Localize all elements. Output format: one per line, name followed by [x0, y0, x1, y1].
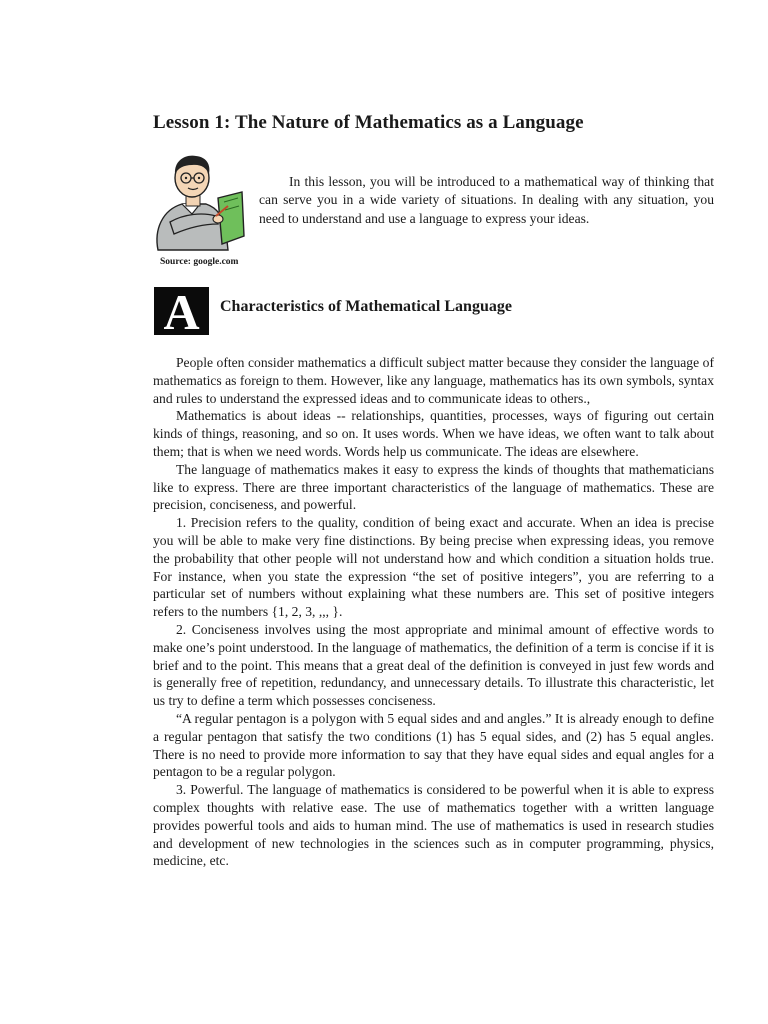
- lesson-title: Lesson 1: The Nature of Mathematics as a Language: [153, 112, 584, 133]
- paragraph: Mathematics is about ideas -- relationships, quantities, processes, ways of figuring out certain kinds of things, reasoning, and so on. It uses words. When we have ideas, we often want to talk about them; that is when we need words. Words help us communicate. The ideas are elsewhere.: [153, 408, 714, 459]
- paragraph-precision: 1. Precision refers to the quality, condition of being exact and accurate. When an idea is precise you will be able to make very fine distinctions. By being precise when expressing ideas, you remove the probability that other people will not understand how and which condition a situation holds true. For instance, when you state the expression “the set of positive integers”, you are referring to a particular set of numbers without explaining what these numbers are. This set of positive integers refers to the numbers {1, 2, 3, ,,, }.: [153, 515, 714, 620]
- image-caption: Source: google.com: [160, 257, 239, 267]
- body-text: [153, 354, 714, 870]
- paragraph: People often consider mathematics a difficult subject matter because they consider the language of mathematics as foreign to them. However, like any language, mathematics has its own symbols, syntax and rules to understand the expressed ideas and to communicate ideas to others.,: [153, 355, 714, 406]
- dropcap-letter: A: [163, 287, 200, 335]
- paragraph-powerful: 3. Powerful. The language of mathematics is considered to be powerful when it is able to express complex thoughts with relative ease. The use of mathematics together with a written language provides powerful tools and aids to human mind. The use of mathematics is used in research studies and development of new technologies in the sciences such as in computer programming, physics, medicine, etc.: [153, 782, 714, 869]
- teacher-illustration-icon: [148, 152, 252, 256]
- paragraph: The language of mathematics makes it easy to express the kinds of thoughts that mathematicians like to express. There are three important characteristics of the language of mathematics. These are precision, conciseness, and powerful.: [153, 461, 714, 513]
- intro-text: In this lesson, you will be introduced to a mathematical way of thinking that can serve you in a wide variety of situations. In dealing with any situation, you need to understand and use a language to express your ideas.: [259, 174, 714, 226]
- paragraph-conciseness: 2. Conciseness involves using the most appropriate and minimal amount of effective words to make one’s point understood. In the language of mathematics, the definition of a term is concise if it is brief and to the point. This means that a great deal of the definition is conveyed in just few words and is generally free of repetition, redundancy, and unnecessary details. To illustrate this characteristic, let us try to define a term which possesses conciseness.: [153, 621, 714, 709]
- dropcap-letter-a-icon: [154, 287, 209, 335]
- intro-paragraph: [259, 173, 714, 228]
- section-heading: Characteristics of Mathematical Language: [220, 298, 512, 315]
- paragraph-pentagon-example: “A regular pentagon is a polygon with 5 equal sides and and angles.” It is already enough to define a regular pentagon that satisfy the two conditions (1) has 5 equal sides, and (2) has 5 equal angles. There is no need to provide more information to say that they have equal sides and equal angles for a pentagon to be a regular polygon.: [153, 710, 714, 780]
